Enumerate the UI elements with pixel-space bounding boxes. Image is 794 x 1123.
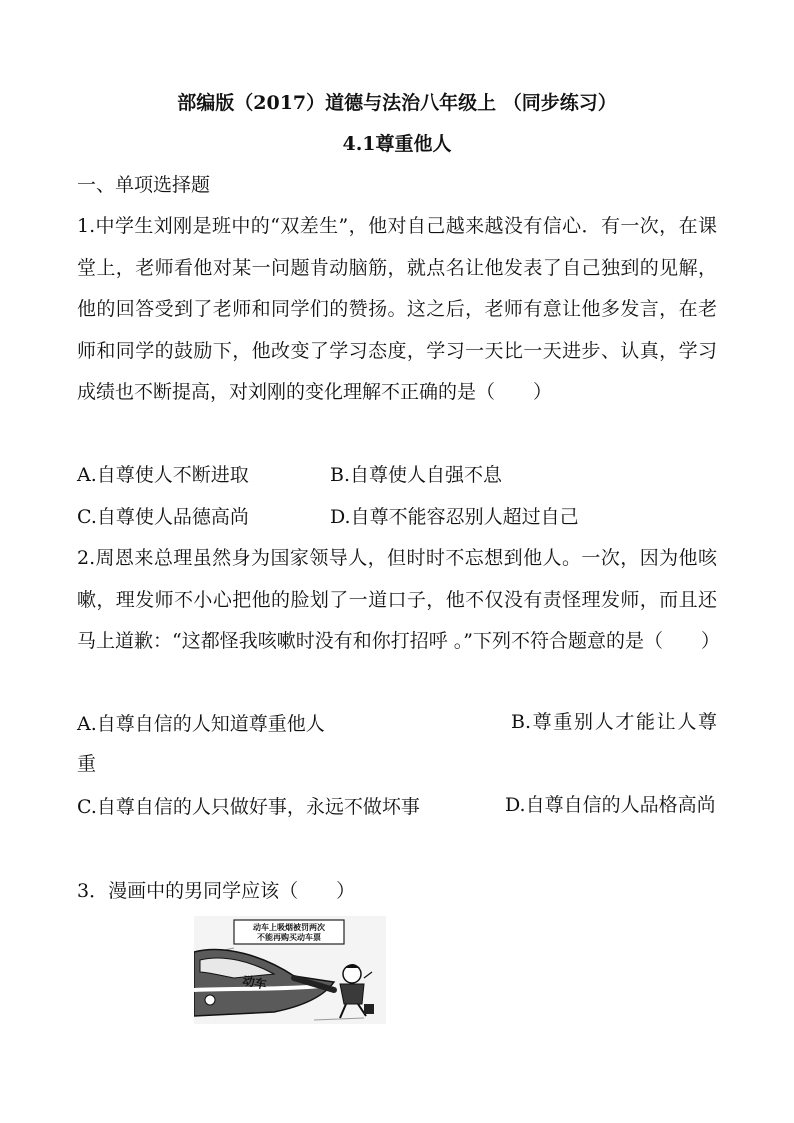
question-1-stem: 1.中学生刘刚是班中的“双差生”，他对自己越来越没有信心．有一次，在课堂上，老师看他对某一问题肯动脑筋，就点名让他发表了自己独到的见解，他的回答受到了老师和同学们的赞扬。这之后，老师有意让他多发言，在老师和同学的鼓励下，他改变了学习态度，学习一天比一天进步、认真，学习成绩也不断提高，对刘刚的变化理解不正确的是（ ） [77,215,717,403]
question-2-option-a: A.自尊自信的人知道尊重他人 [77,713,325,735]
cartoon-caption-line1: 动车上吸烟被罚两次 [253,922,325,932]
question-1-option-b: B.自尊使人自强不息 [330,464,503,486]
question-1-option-c: C.自尊使人品德高尚 [77,506,249,528]
question-2-stem: 2.周恩来总理虽然身为国家领导人，但时时不忘想到他人。一次，因为他咳嗽，理发师不小心把他的脸划了一道口子，他不仅没有责怪理发师，而且还马上道歉：“这都怪我咳嗽时没有和你打招呼 。”下列不符合题意的是（ ） [77,547,720,652]
question-2-option-c: C.自尊自信的人只做好事，永远不做坏事 [77,796,420,818]
question-2-option-b: B.尊重别人才能让人尊重 [77,711,717,775]
cartoon-caption-line2: 不能再购买动车票 [257,932,321,942]
section-heading: 一、单项选择题 [77,174,211,196]
page-title: 部编版（2017）道德与法治八年级上 （同步练习） [177,92,617,114]
question-1-option-d: D.自尊不能容忍别人超过自己 [330,506,579,528]
cartoon-illustration [194,916,386,1024]
question-3-stem: 3．漫画中的男同学应该（ ） [77,880,356,902]
cartoon-train-label: 动车 [241,973,268,992]
lesson-subtitle: 4.1尊重他人 [342,133,452,155]
question-2-option-d: D.自尊自信的人品格高尚 [505,794,716,816]
question-1-option-a: A.自尊使人不断进取 [77,464,249,486]
